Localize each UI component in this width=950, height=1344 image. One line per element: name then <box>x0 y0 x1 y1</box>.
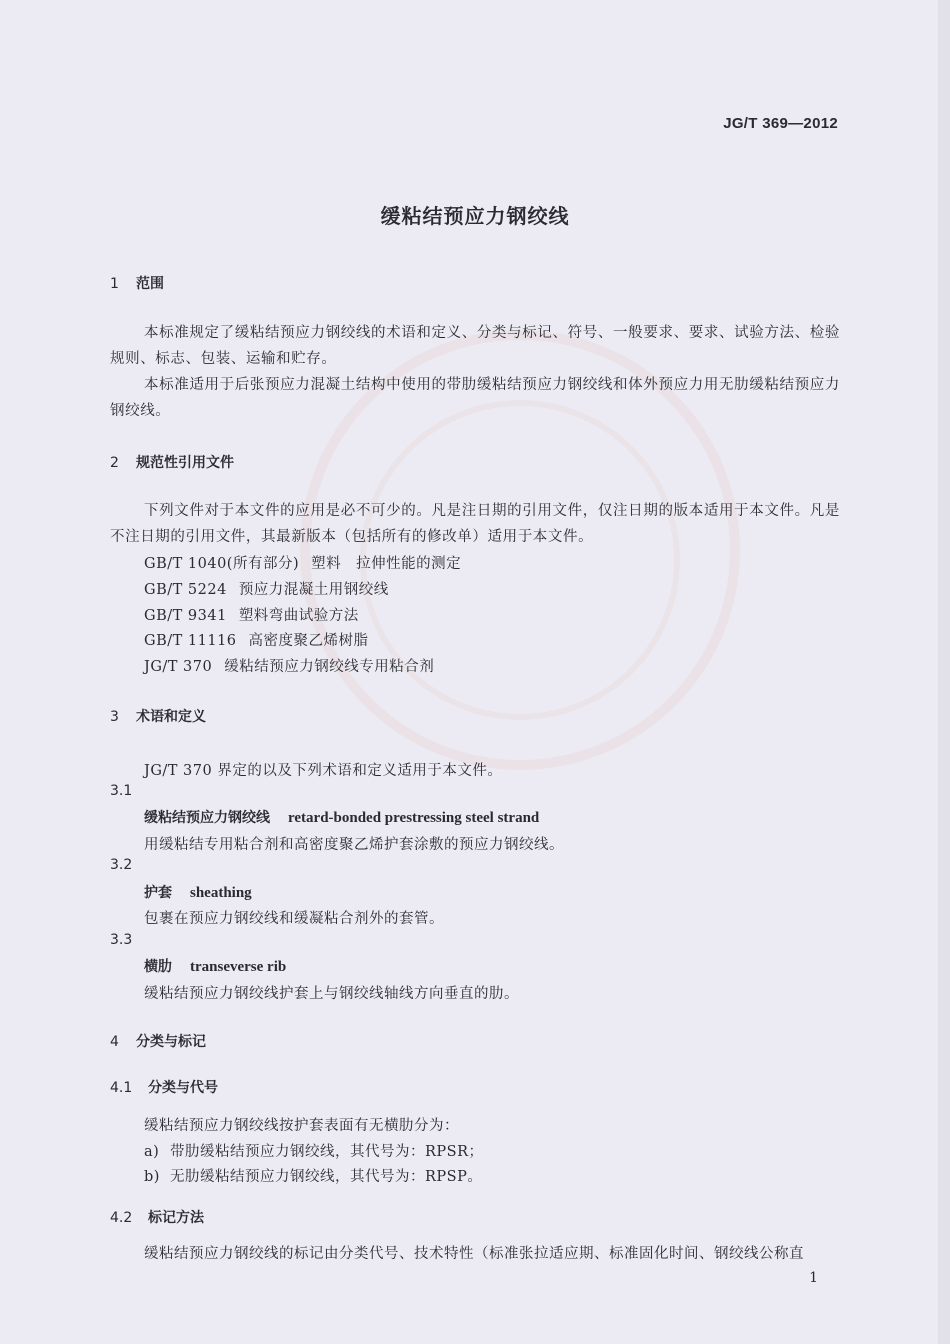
term-zh: 横肋 <box>144 959 172 975</box>
list-text: 带肋缓粘结预应力钢绞线，其代号为：RPSR； <box>170 1144 484 1160</box>
subsection-number: 4.2 <box>110 1210 133 1226</box>
list-item <box>144 1165 482 1186</box>
reference-item <box>144 604 359 625</box>
section-number: 4 <box>110 1034 119 1050</box>
reference-code: GB/T 5224 <box>144 582 227 598</box>
subsection-4-1-heading <box>110 1077 218 1097</box>
reference-item <box>144 552 461 573</box>
section-1-paragraph-2: 本标准适用于后张预应力混凝土结构中使用的带肋缓粘结预应力钢绞线和体外预应力用无肋缓粘结预应力钢绞线。 <box>110 377 840 419</box>
term-definition: 包裹在预应力钢绞线和缓凝粘合剂外的套管。 <box>144 911 444 927</box>
section-1-paragraph-1: 本标准规定了缓粘结预应力钢绞线的术语和定义、分类与标记、符号、一般要求、要求、试验方法、检验规则、标志、包装、运输和贮存。 <box>110 325 840 367</box>
subsection-4-2-paragraph: 缓粘结预应力钢绞线的标记由分类代号、技术特性（标准张拉适应期、标准固化时间、钢绞线公称直 <box>144 1246 804 1262</box>
term-en: sheathing <box>190 885 252 901</box>
reference-code: GB/T 11116 <box>144 633 237 649</box>
list-marker: a) <box>144 1144 160 1160</box>
page-number: 1 <box>809 1270 818 1286</box>
list-item <box>144 1140 484 1161</box>
reference-item <box>144 655 434 676</box>
clause-number: 3.3 <box>110 932 133 948</box>
term-entry <box>144 882 252 902</box>
section-number: 2 <box>110 455 119 471</box>
term-entry <box>144 807 539 827</box>
section-title: 术语和定义 <box>136 709 206 725</box>
document-title: 缓粘结预应力钢绞线 <box>380 204 570 228</box>
section-2-heading <box>110 452 234 472</box>
section-number: 1 <box>110 276 119 292</box>
term-en: retard-bonded prestressing steel strand <box>288 810 540 826</box>
section-3-paragraph: JG/T 370 界定的以及下列术语和定义适用于本文件。 <box>144 763 503 779</box>
reference-code: GB/T 9341 <box>144 608 227 624</box>
section-title: 分类与标记 <box>136 1034 206 1050</box>
reference-code: GB/T 1040(所有部分) <box>144 556 300 572</box>
term-definition: 用缓粘结专用粘合剂和高密度聚乙烯护套涂敷的预应力钢绞线。 <box>144 837 564 853</box>
subsection-title: 标记方法 <box>148 1210 204 1226</box>
subsection-4-1-paragraph: 缓粘结预应力钢绞线按护套表面有无横肋分为： <box>144 1118 459 1134</box>
list-marker: b) <box>144 1169 160 1185</box>
list-text: 无肋缓粘结预应力钢绞线，其代号为：RPSP。 <box>170 1169 483 1185</box>
term-zh: 缓粘结预应力钢绞线 <box>144 810 270 826</box>
section-2-paragraph: 下列文件对于本文件的应用是必不可少的。凡是注日期的引用文件，仅注日期的版本适用于本文件。凡是不注日期的引用文件，其最新版本（包括所有的修改单）适用于本文件。 <box>110 503 840 545</box>
reference-code: JG/T 370 <box>144 659 213 675</box>
section-title: 规范性引用文件 <box>136 455 234 471</box>
reference-title: 塑料 拉伸性能的测定 <box>311 556 462 572</box>
reference-title: 塑料弯曲试验方法 <box>238 608 359 624</box>
reference-title: 预应力混凝土用钢绞线 <box>238 582 389 598</box>
reference-title: 缓粘结预应力钢绞线专用粘合剂 <box>224 659 435 675</box>
section-3-heading <box>110 706 206 726</box>
term-entry <box>144 956 286 976</box>
subsection-4-2-heading <box>110 1207 204 1227</box>
clause-number: 3.2 <box>110 857 133 873</box>
subsection-number: 4.1 <box>110 1080 133 1096</box>
term-zh: 护套 <box>144 885 172 901</box>
section-title: 范围 <box>136 276 164 292</box>
reference-title: 高密度聚乙烯树脂 <box>248 633 369 649</box>
section-1-heading <box>110 273 164 293</box>
term-en: transeverse rib <box>190 959 287 975</box>
standard-code: JG/T 369—2012 <box>723 115 838 132</box>
section-4-heading <box>110 1031 206 1051</box>
reference-item <box>144 578 389 599</box>
subsection-title: 分类与代号 <box>148 1080 218 1096</box>
section-number: 3 <box>110 709 119 725</box>
term-definition: 缓粘结预应力钢绞线护套上与钢绞线轴线方向垂直的肋。 <box>144 986 519 1002</box>
reference-item <box>144 629 369 650</box>
clause-number: 3.1 <box>110 783 133 799</box>
